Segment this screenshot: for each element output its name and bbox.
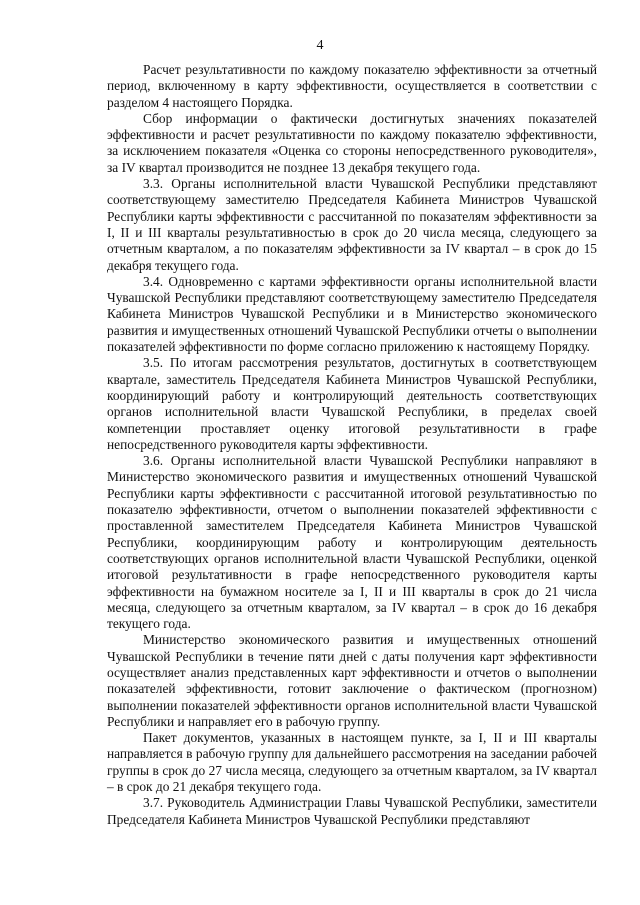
paragraph: Расчет результативности по каждому показателю эффективности за отчетный период, включенному в карту эффективности, осуществляется в соответствии с разделом 4 настоящего Порядка. <box>107 62 597 110</box>
paragraph: 3.6. Органы исполнительной власти Чувашской Республики направляют в Министерство экономического развития и имущественных отношений Чувашской Республики карты эффективности с рассчитанной итоговой результативностью по показателю эффективности, отчетом о выполнении показателей эффективности с проставленной заместителем Председателя Кабинета Министров Чувашской Республики, координирующим работу и контролирующим деятельность соответствующих органов исполнительной власти Чувашской Республики, оценкой итоговой результативности в графе непосредственного руководителя карты эффективности на бумажном носителе за I, II и III кварталы в срок до 21 числа месяца, следующего за отчетным кварталом, за IV квартал – в срок до 16 декабря текущего года. <box>107 453 597 632</box>
paragraph: Министерство экономического развития и имущественных отношений Чувашской Республики в течение пяти дней с даты получения карт эффективности осуществляет анализ представленных карт эффективности и отчетов о выполнении показателей эффективности, готовит заключение о фактическом (прогнозном) выполнении показателей эффективности органов исполнительной власти Чувашской Республики и направляет его в рабочую группу. <box>107 632 597 729</box>
paragraph: 3.4. Одновременно с картами эффективности органы исполнительной власти Чувашской Республики представляют соответствующему заместителю Председателя Кабинета Министров Чувашской Республики и в Министерство экономического развития и имущественных отношений Чувашской Республики отчеты о выполнении показателей эффективности по форме согласно приложению к настоящему Порядку. <box>107 273 597 355</box>
paragraph: 3.3. Органы исполнительной власти Чувашской Республики представляют соответствующему заместителю Председателя Кабинета Министров Чувашской Республики карты эффективности с рассчитанной по показателям эффективности за I, II и III кварталы результативностью в срок до 20 числа месяца, следующего за отчетным кварталом, а по показателям эффективности за IV квартал – в срок до 15 декабря текущего года. <box>107 176 597 273</box>
paragraph: 3.5. По итогам рассмотрения результатов, достигнутых в соответствующем квартале, заместитель Председателя Кабинета Министров Чувашской Республики, координирующий работу и контролирующий деятельность соответствующих органов исполнительной власти Чувашской Республики, в пределах своей компетенции проставляет оценку итоговой результативности в графе непосредственного руководителя карты эффективности. <box>107 355 597 452</box>
paragraph: Сбор информации о фактически достигнутых значениях показателей эффективности и расчет результативности по каждому показателю эффективности, за исключением показателя «Оценка со стороны непосредственного руководителя», за IV квартал производится не позднее 13 декабря текущего года. <box>107 110 597 175</box>
document-body <box>107 62 597 828</box>
paragraph: 3.7. Руководитель Администрации Главы Чувашской Республики, заместители Председателя Кабинета Министров Чувашской Республики представляют <box>107 795 597 827</box>
paragraph: Пакет документов, указанных в настоящем пункте, за I, II и III кварталы направляется в рабочую группу для дальнейшего рассмотрения на заседании рабочей группы в срок до 27 числа месяца, следующего за отчетным кварталом, за IV квартал – в срок до 21 декабря текущего года. <box>107 730 597 795</box>
page-number: 4 <box>316 38 324 53</box>
